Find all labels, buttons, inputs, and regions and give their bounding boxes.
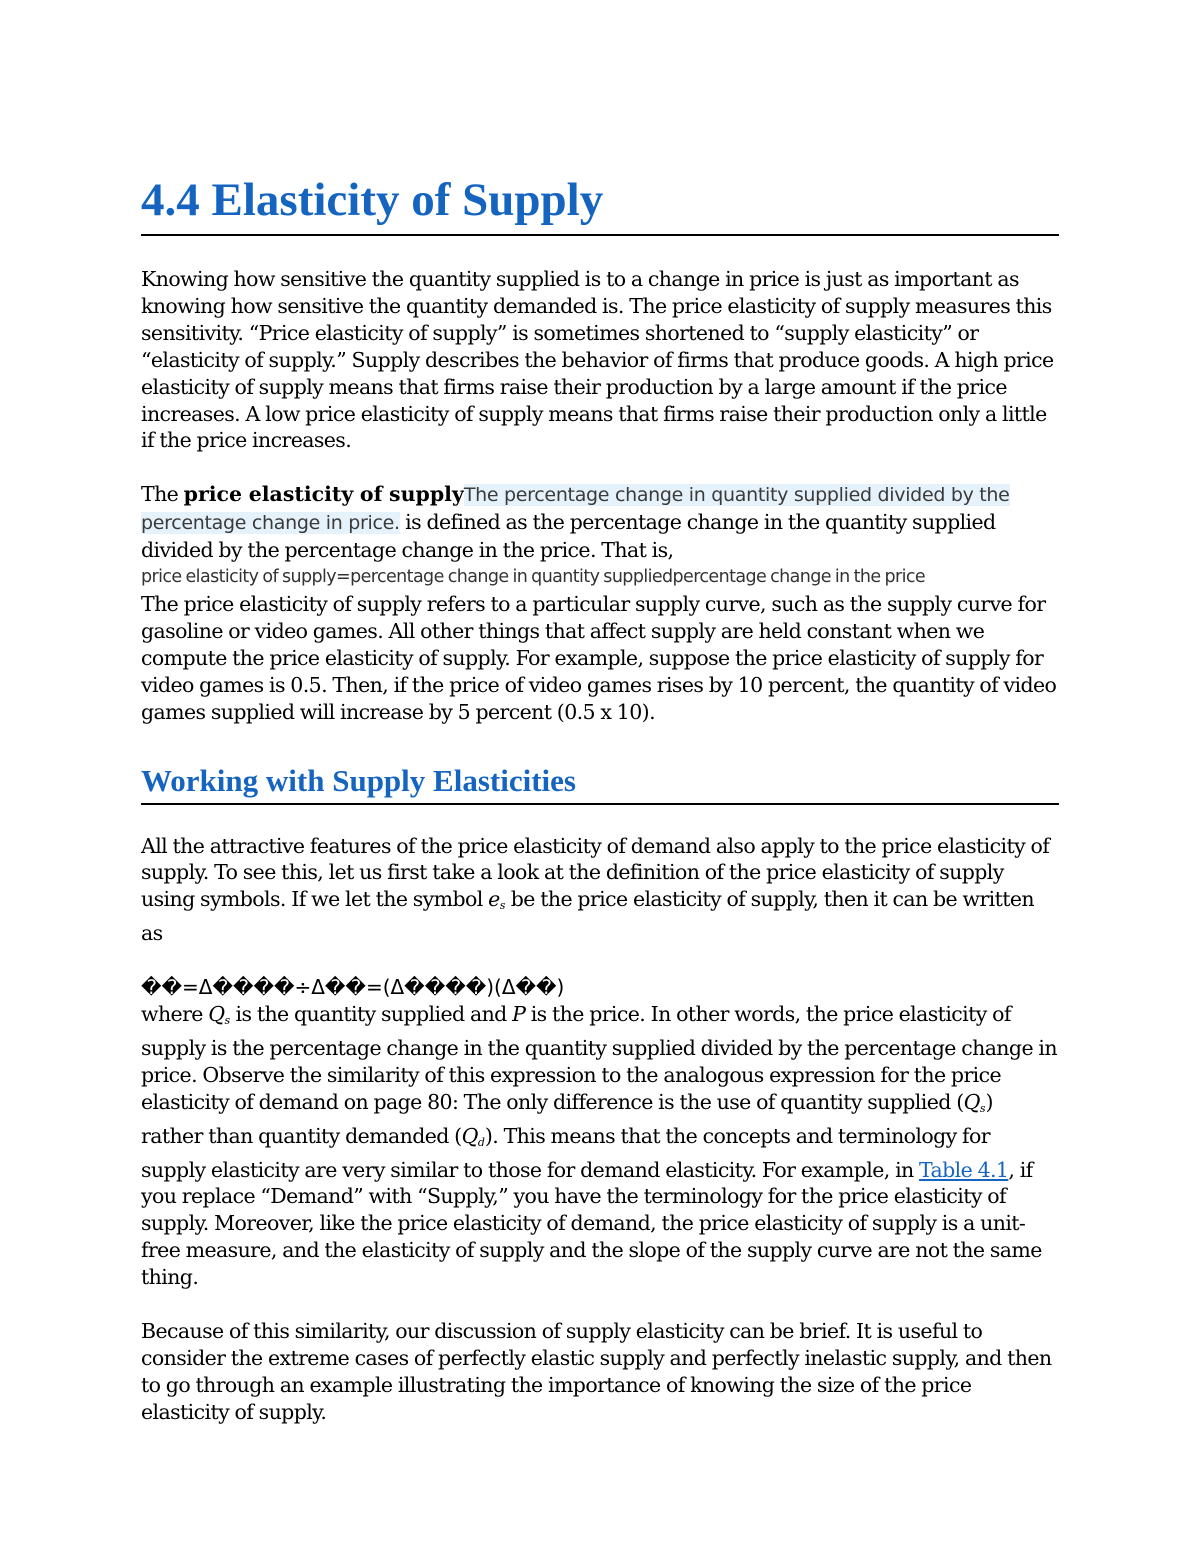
- intro-paragraph: Knowing how sensitive the quantity supplied is to a change in price is just as important as knowing how sensitive the quantity demanded is. The price elasticity of supply measures this sensitivity. “Price elasticity of supply” is sometimes shortened to “supply elasticity” or “elasticity of supply.” Supply describes the behavior of firms that produce goods. A high price elasticity of supply means that firms raise their production by a large amount if the price increases. A low price elasticity of supply means that firms raise their production only a little if the price increases.: [141, 267, 1054, 453]
- section-paragraph-3: Because of this similarity, our discussion of supply elasticity can be brief. It is useful to consider the extreme cases of perfectly elastic supply and perfectly inelastic supply, and then to go through an example illustrating the importance of knowing the size of the price elasticity of supply.: [141, 1319, 1052, 1424]
- symbol-qd: Q: [461, 1123, 478, 1148]
- symbol-q: Q: [208, 1002, 225, 1027]
- elasticity-formula: price elasticity of supply=percentage change in quantity suppliedpercentage change in the price: [141, 567, 926, 588]
- document-page: [141, 170, 1059, 1426]
- section-paragraph-1: [141, 833, 1059, 948]
- page-title: 4.4 Elasticity of Supply: [141, 170, 1059, 236]
- definition-lead: The: [141, 482, 184, 507]
- para1-text-a: All the attractive features of the price elasticity of demand also apply to the price elasticity of supply. To see this, let us first take a look at the definition of the price elasticity of supply using symbols. If we let the symbol: [141, 833, 1050, 912]
- para2-text-f: , if you replace “Demand” with “Supply,” you have the terminology for the price elasticity of supply. Moreover, like the price elasticity of demand, the price elasticity of supply is a unit-free measure, and the elasticity of supply and the slope of the supply curve are not the same thing.: [141, 1157, 1042, 1290]
- symbol-p: P: [512, 1002, 526, 1027]
- para1-text-b: be the price elasticity of supply, then it can be written as: [141, 887, 1035, 946]
- para2-text-e: ). This means that the concepts and terminology for supply elasticity are very similar to those for demand elasticity. For example, in: [141, 1123, 990, 1182]
- definition-after: The price elasticity of supply refers to a particular supply curve, such as the supply curve for gasoline or video games. All other things that affect supply are held constant when we compute the price elasticity of supply. For example, suppose the price elasticity of supply for video games is 0.5. Then, if the price of video games rises by 10 percent, the quantity of video games supplied will increase by 5 percent (0.5 x 10).: [141, 591, 1057, 724]
- symbol-qd-subscript: d: [477, 1135, 485, 1149]
- symbol-e: e: [488, 887, 500, 912]
- broken-formula: ��=Δ����÷Δ��=(Δ����)(Δ��): [141, 975, 565, 1000]
- symbol-q-subscript: s: [224, 1014, 231, 1028]
- para2-text-a: where: [141, 1002, 209, 1027]
- definition-paragraph: [141, 481, 1059, 725]
- table-4-1-link[interactable]: Table 4.1: [919, 1157, 1009, 1182]
- para2-text-d: ) rather than quantity demanded (: [141, 1089, 993, 1148]
- para2-text-c: is the price. In other words, the price elasticity of supply is the percentage change in the quantity supplied divided by the percentage change in price. Observe the similarity of this expression to the analogous expression for the price elasticity of demand on page 80: The only difference is the use of quantity supplied (: [141, 1002, 1057, 1114]
- symbol-qs-subscript: s: [979, 1101, 986, 1115]
- symbol-qs: Q: [963, 1089, 980, 1114]
- para2-text-b: is the quantity supplied and: [230, 1002, 513, 1027]
- section-paragraph-2: [141, 974, 1059, 1291]
- section-heading: Working with Supply Elasticities: [141, 761, 1059, 805]
- symbol-e-subscript: s: [499, 899, 506, 913]
- defined-term: price elasticity of supply: [183, 482, 464, 507]
- definition-rest: is defined as the percentage change in the quantity supplied divided by the percentage change in the price. That is,: [141, 510, 996, 563]
- glossary-popup-text[interactable]: The percentage change in quantity supplied divided by the percentage change in price.: [141, 484, 1010, 535]
